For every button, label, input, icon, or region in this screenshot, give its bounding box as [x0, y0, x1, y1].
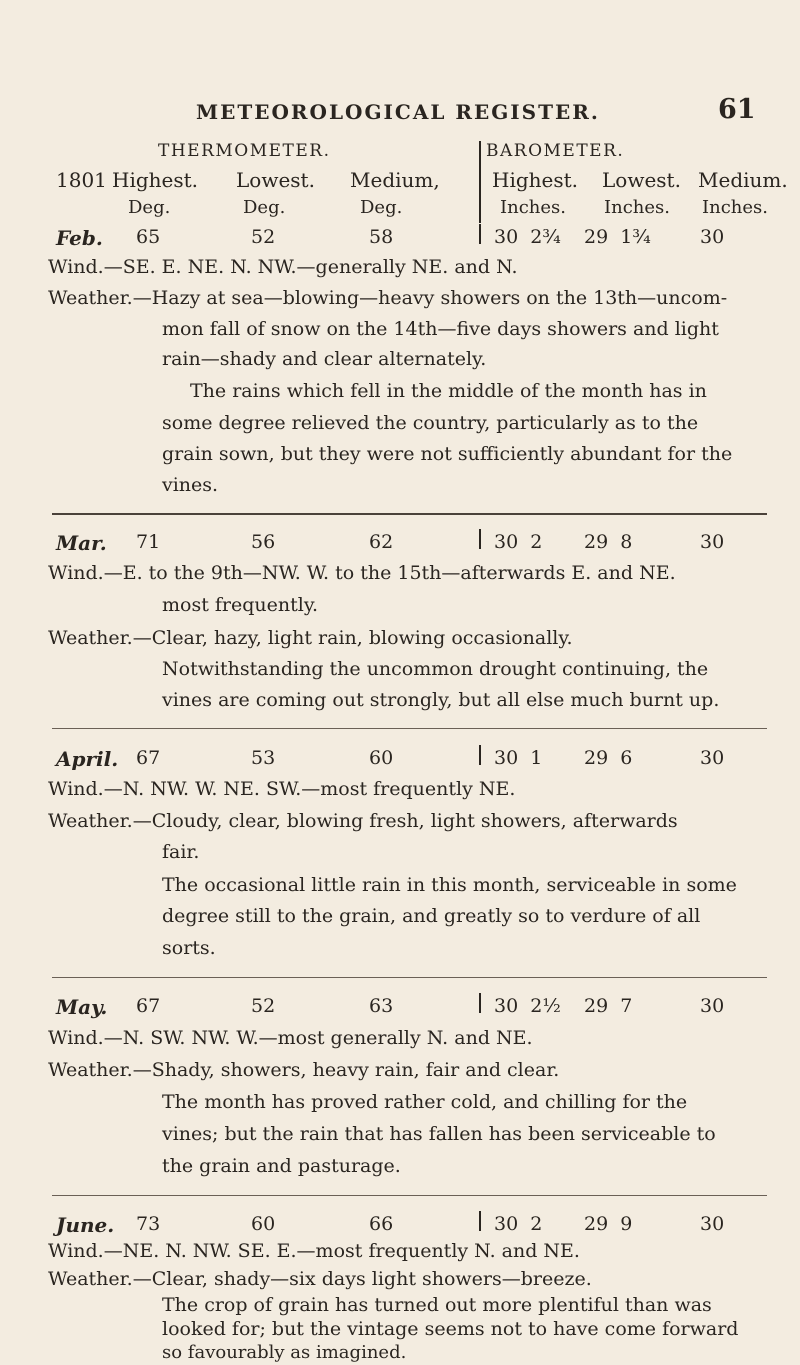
section-rule — [52, 1195, 767, 1196]
baro-high-unit: Inches. — [500, 197, 566, 218]
baro-low-value: 29 6 — [584, 747, 633, 769]
column-divider — [479, 529, 481, 549]
weather-line: most frequently. — [162, 594, 319, 616]
therm-med-value: 62 — [369, 531, 394, 553]
month-name: May. — [56, 995, 108, 1019]
running-title: METEOROLOGICAL REGISTER. — [196, 100, 600, 124]
weather-line: vines; but the rain that has fallen has been serviceable to — [162, 1123, 716, 1145]
column-divider — [479, 993, 481, 1013]
baro-low-value: 29 7 — [584, 995, 633, 1017]
wind-line: Wind.—N. SW. NW. W.—most generally N. and NE. — [48, 1027, 533, 1049]
weather-line: Notwithstanding the uncommon drought continuing, the — [162, 658, 709, 680]
column-divider — [479, 141, 481, 223]
section-rule — [52, 513, 767, 515]
therm-high-value: 73 — [136, 1213, 161, 1235]
baro-low-unit: Inches. — [604, 197, 670, 218]
section-rule — [52, 728, 767, 729]
therm-low-value: 56 — [251, 531, 276, 553]
weather-line: vines. — [162, 474, 219, 496]
baro-medium-heading: Medium. — [698, 168, 788, 192]
baro-high-value: 30 2¾ — [494, 226, 561, 248]
weather-line: Weather.—Hazy at sea—blowing—heavy showers on the 13th—uncom- — [48, 287, 728, 309]
weather-line: mon fall of snow on the 14th—five days showers and light — [162, 318, 719, 340]
baro-high-value: 30 2 — [494, 1213, 543, 1235]
baro-med-value: 30 — [700, 747, 725, 769]
therm-lowest-heading: Lowest. — [236, 168, 315, 192]
therm-high-value: 67 — [136, 995, 161, 1017]
weather-line: sorts. — [162, 937, 216, 959]
month-name: Feb. — [56, 226, 103, 250]
section-rule — [52, 977, 767, 978]
weather-line: The rains which fell in the middle of the month has in — [190, 380, 707, 402]
baro-med-value: 30 — [700, 1213, 725, 1235]
baro-med-value: 30 — [700, 226, 725, 248]
month-name: Mar. — [56, 531, 107, 555]
weather-line: The crop of grain has turned out more plentiful than was — [162, 1294, 712, 1316]
baro-low-value: 29 1¾ — [584, 226, 651, 248]
baro-med-value: 30 — [700, 531, 725, 553]
wind-line: Wind.—N. NW. W. NE. SW.—most frequently NE. — [48, 778, 516, 800]
baro-low-value: 29 8 — [584, 531, 633, 553]
weather-line: so favourably as imagined. — [162, 1342, 407, 1363]
page-number: 61 — [718, 94, 756, 125]
baro-low-value: 29 9 — [584, 1213, 633, 1235]
weather-line: The month has proved rather cold, and chilling for the — [162, 1091, 688, 1113]
year: 1801 — [56, 168, 107, 192]
therm-low-value: 52 — [251, 226, 276, 248]
therm-highest-heading: Highest. — [112, 168, 199, 192]
weather-line: the grain and pasturage. — [162, 1155, 401, 1177]
therm-high-value: 67 — [136, 747, 161, 769]
baro-med-unit: Inches. — [702, 197, 768, 218]
baro-high-value: 30 2½ — [494, 995, 561, 1017]
weather-line: grain sown, but they were not sufficiently abundant for the — [162, 443, 733, 465]
column-divider — [479, 745, 481, 765]
weather-line: some degree relieved the country, particularly as to the — [162, 412, 699, 434]
therm-low-value: 52 — [251, 995, 276, 1017]
barometer-label: BAROMETER. — [486, 141, 625, 161]
baro-high-value: 30 2 — [494, 531, 543, 553]
month-name: June. — [56, 1213, 115, 1237]
wind-line: Wind.—E. to the 9th—NW. W. to the 15th—afterwards E. and NE. — [48, 562, 676, 584]
therm-low-value: 53 — [251, 747, 276, 769]
therm-med-value: 63 — [369, 995, 394, 1017]
column-divider — [479, 224, 481, 244]
therm-med-value: 66 — [369, 1213, 394, 1235]
wind-line: Wind.—SE. E. NE. N. NW.—generally NE. and N. — [48, 256, 518, 278]
weather-line: Weather.—Cloudy, clear, blowing fresh, light showers, afterwards — [48, 810, 678, 832]
wind-line: Wind.—NE. N. NW. SE. E.—most frequently N. and NE. — [48, 1240, 580, 1262]
therm-low-unit: Deg. — [243, 197, 286, 218]
weather-line: Weather.—Clear, hazy, light rain, blowing occasionally. — [48, 627, 573, 649]
weather-line: The occasional little rain in this month, serviceable in some — [162, 874, 737, 896]
therm-med-unit: Deg. — [360, 197, 403, 218]
thermometer-label: THERMOMETER. — [158, 141, 331, 161]
baro-lowest-heading: Lowest. — [602, 168, 681, 192]
therm-high-value: 71 — [136, 531, 161, 553]
weather-line: looked for; but the vintage seems not to have come forward — [162, 1318, 739, 1340]
baro-high-value: 30 1 — [494, 747, 543, 769]
weather-line: fair. — [162, 841, 200, 863]
weather-line: Weather.—Clear, shady—six days light showers—breeze. — [48, 1268, 592, 1290]
therm-medium-heading: Medium, — [350, 168, 440, 192]
weather-line: vines are coming out strongly, but all else much burnt up. — [162, 689, 720, 711]
therm-high-unit: Deg. — [128, 197, 171, 218]
month-name: April. — [56, 747, 119, 771]
therm-med-value: 58 — [369, 226, 394, 248]
weather-line: Weather.—Shady, showers, heavy rain, fair and clear. — [48, 1059, 560, 1081]
weather-line: degree still to the grain, and greatly so to verdure of all — [162, 905, 701, 927]
baro-med-value: 30 — [700, 995, 725, 1017]
baro-highest-heading: Highest. — [492, 168, 579, 192]
therm-high-value: 65 — [136, 226, 161, 248]
therm-low-value: 60 — [251, 1213, 276, 1235]
column-divider — [479, 1211, 481, 1231]
therm-med-value: 60 — [369, 747, 394, 769]
weather-line: rain—shady and clear alternately. — [162, 348, 487, 370]
